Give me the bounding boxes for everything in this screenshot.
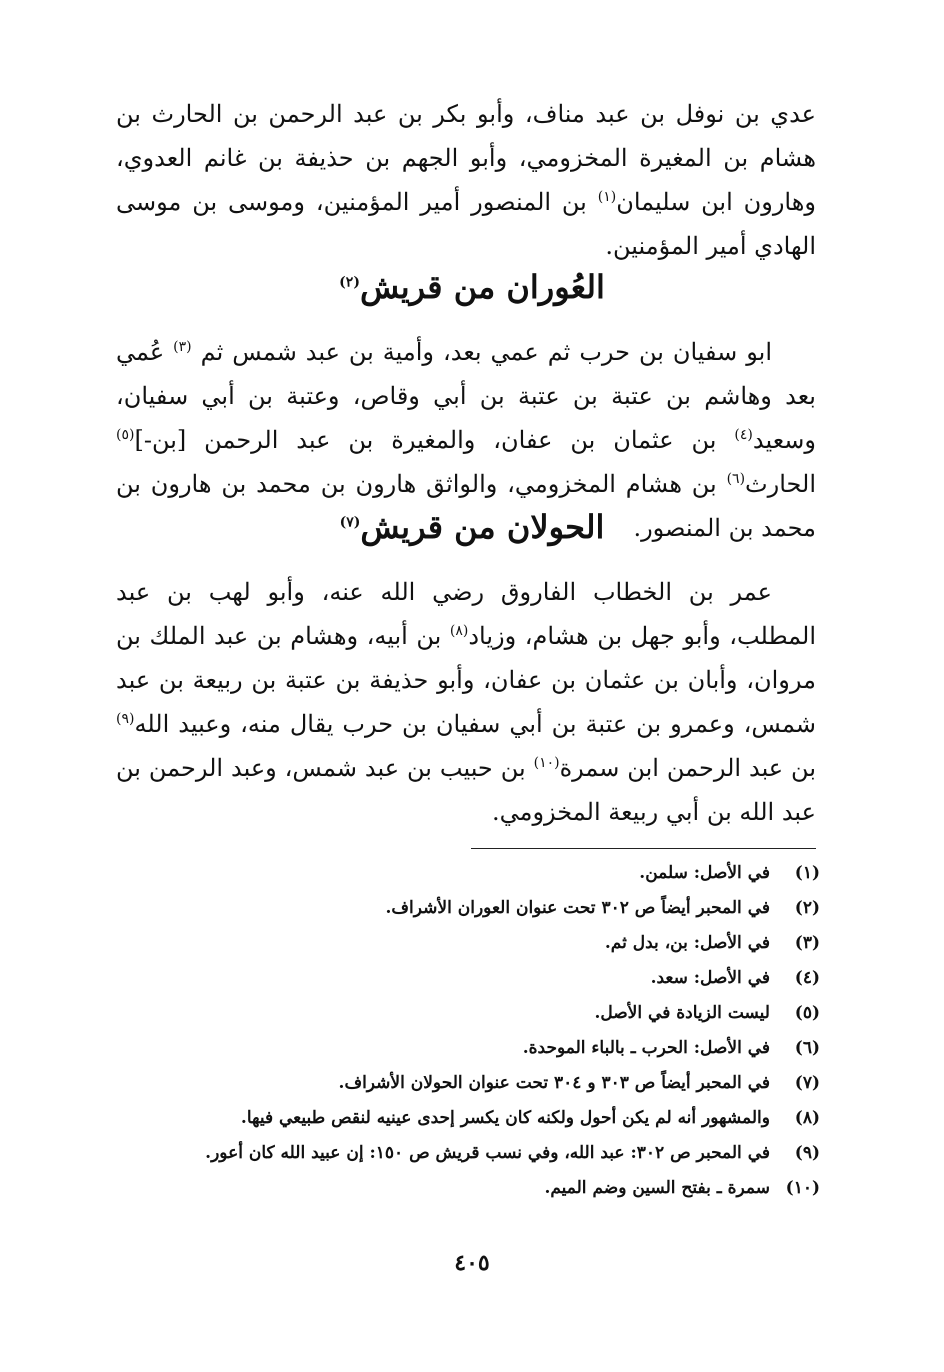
footnote-item (120, 891, 820, 926)
footnote-number: (٣) (794, 933, 820, 953)
footnote-item (120, 1171, 820, 1206)
text-run: بن هشام المخزومي، والواثق هارون بن محمد بن هارون بن محمد بن المنصور. (116, 470, 816, 542)
text-run: بن عثمان بن عفان، والمغيرة بن عبد الرحمن [بن-] (134, 426, 717, 454)
footnote-text: في الأصل: الحرب ـ بالباء الموحدة. (522, 1038, 770, 1058)
text-run: عمر بن الخطاب الفاروق رضي الله عنه، وأبو لهب بن عبد المطلب، وأبو جهل بن هشام، وزياد (116, 578, 816, 650)
footnote-text: ليست الزيادة في الأصل. (594, 1003, 770, 1023)
footnote-number: (٢) (794, 898, 820, 918)
footnote-number: (٨) (794, 1108, 820, 1128)
footnote-ref-6[interactable]: (٦) (726, 471, 746, 487)
footnote-number: (٤) (794, 968, 820, 988)
footnote-item (120, 1101, 820, 1136)
heading-text: العُوران من قريش (359, 268, 605, 306)
footnote-item (120, 961, 820, 996)
text-run: ابو سفيان بن حرب ثم عمي بعد، وأمية بن عبد شمس ثم (200, 338, 772, 366)
footnote-ref-8[interactable]: (٨) (449, 623, 469, 639)
footnote-ref-9[interactable]: (٩) (116, 711, 135, 727)
text-run: الحارث (745, 470, 816, 498)
footnote-ref-7[interactable]: (٧) (339, 514, 361, 531)
footnote-ref-5[interactable]: (٥) (116, 427, 135, 443)
footnote-text: في المحبر أيضاً ص ٣٠٢ تحت عنوان العوران الأشراف. (385, 898, 770, 918)
text-run: بن حبيب بن عبد شمس، وعبد الرحمن بن عبد الله بن أبي ربيعة المخزومي. (116, 754, 816, 826)
section-heading-one-eyed (0, 268, 944, 306)
text-run: عُمي بعد وهاشم بن عتبة بن عتبة بن أبي وقاص، وعتبة بن أبي سفيان، وسعيد (116, 338, 816, 454)
page-number: ٤٠٥ (454, 1250, 490, 1276)
footnote-ref-4[interactable]: (٤) (734, 427, 753, 443)
footnote-item (120, 926, 820, 961)
text-run: بن عبد الرحمن ابن سمرة (559, 754, 817, 782)
heading-text: الحولان من قريش (360, 508, 605, 546)
footnote-number: (٥) (794, 1003, 820, 1023)
footnote-divider (471, 848, 816, 849)
paragraph-intro-list (116, 92, 816, 268)
footnote-item (120, 996, 820, 1031)
footnote-text: في الأصل: سعد. (650, 968, 770, 988)
footnote-number: (١٠) (785, 1178, 820, 1198)
footnote-number: (٩) (794, 1143, 820, 1163)
footnote-ref-1[interactable]: (١) (597, 189, 617, 205)
footnote-text: في المحبر ص ٣٠٢: عبد الله، وفي نسب قريش ص ١٥٠: إن عبيد الله كان أعور. (205, 1143, 770, 1163)
paragraph-cross-eyed-list (116, 570, 816, 834)
footnote-number: (٧) (794, 1073, 820, 1093)
footnote-item (120, 1031, 820, 1066)
footnote-item (120, 1136, 820, 1171)
footnote-item (120, 1066, 820, 1101)
footnote-number: (١) (794, 863, 820, 883)
text-run: عدي بن نوفل بن عبد مناف، وأبو بكر بن عبد الرحمن بن الحارث بن هشام بن المغيرة المخزومي، وأبو الجهم بن حذيفة بن غانم العدوي، وهارون ابن سليمان (116, 100, 816, 216)
section-heading-cross-eyed (0, 508, 944, 546)
footnote-text: والمشهور أنه لم يكن أحول ولكنه كان يكسر إحدى عينيه لنقص طبيعي فيها. (240, 1108, 770, 1128)
footnote-text: سمرة ـ بفتح السين وضم الميم. (544, 1178, 770, 1198)
footnote-ref-3[interactable]: (٣) (173, 339, 192, 355)
text-run: بن أبيه، وهشام بن عبد الملك بن مروان، وأبان بن عثمان بن عفان، وأبو حذيفة بن عتبة بن ربيعة بن عبد شمس، وعمرو بن عتبة بن أبي سفيان بن حرب يقال منه، وعبيد الله (116, 622, 816, 738)
footnotes-list (120, 856, 820, 1206)
footnote-text: في الأصل: بن، بدل ثم. (604, 933, 770, 953)
footnote-text: في الأصل: سلمن. (639, 863, 770, 883)
footnote-ref-2[interactable]: (٢) (339, 274, 360, 291)
footnote-ref-10[interactable]: (١٠) (533, 755, 560, 771)
footnote-item (120, 856, 820, 891)
footnote-number: (٦) (794, 1038, 820, 1058)
footnote-text: في المحبر أيضاً ص ٣٠٣ و ٣٠٤ تحت عنوان الحولان الأشراف. (338, 1073, 770, 1093)
text-run: بن المنصور أمير المؤمنين، وموسى بن موسى الهادي أمير المؤمنين. (116, 188, 816, 260)
